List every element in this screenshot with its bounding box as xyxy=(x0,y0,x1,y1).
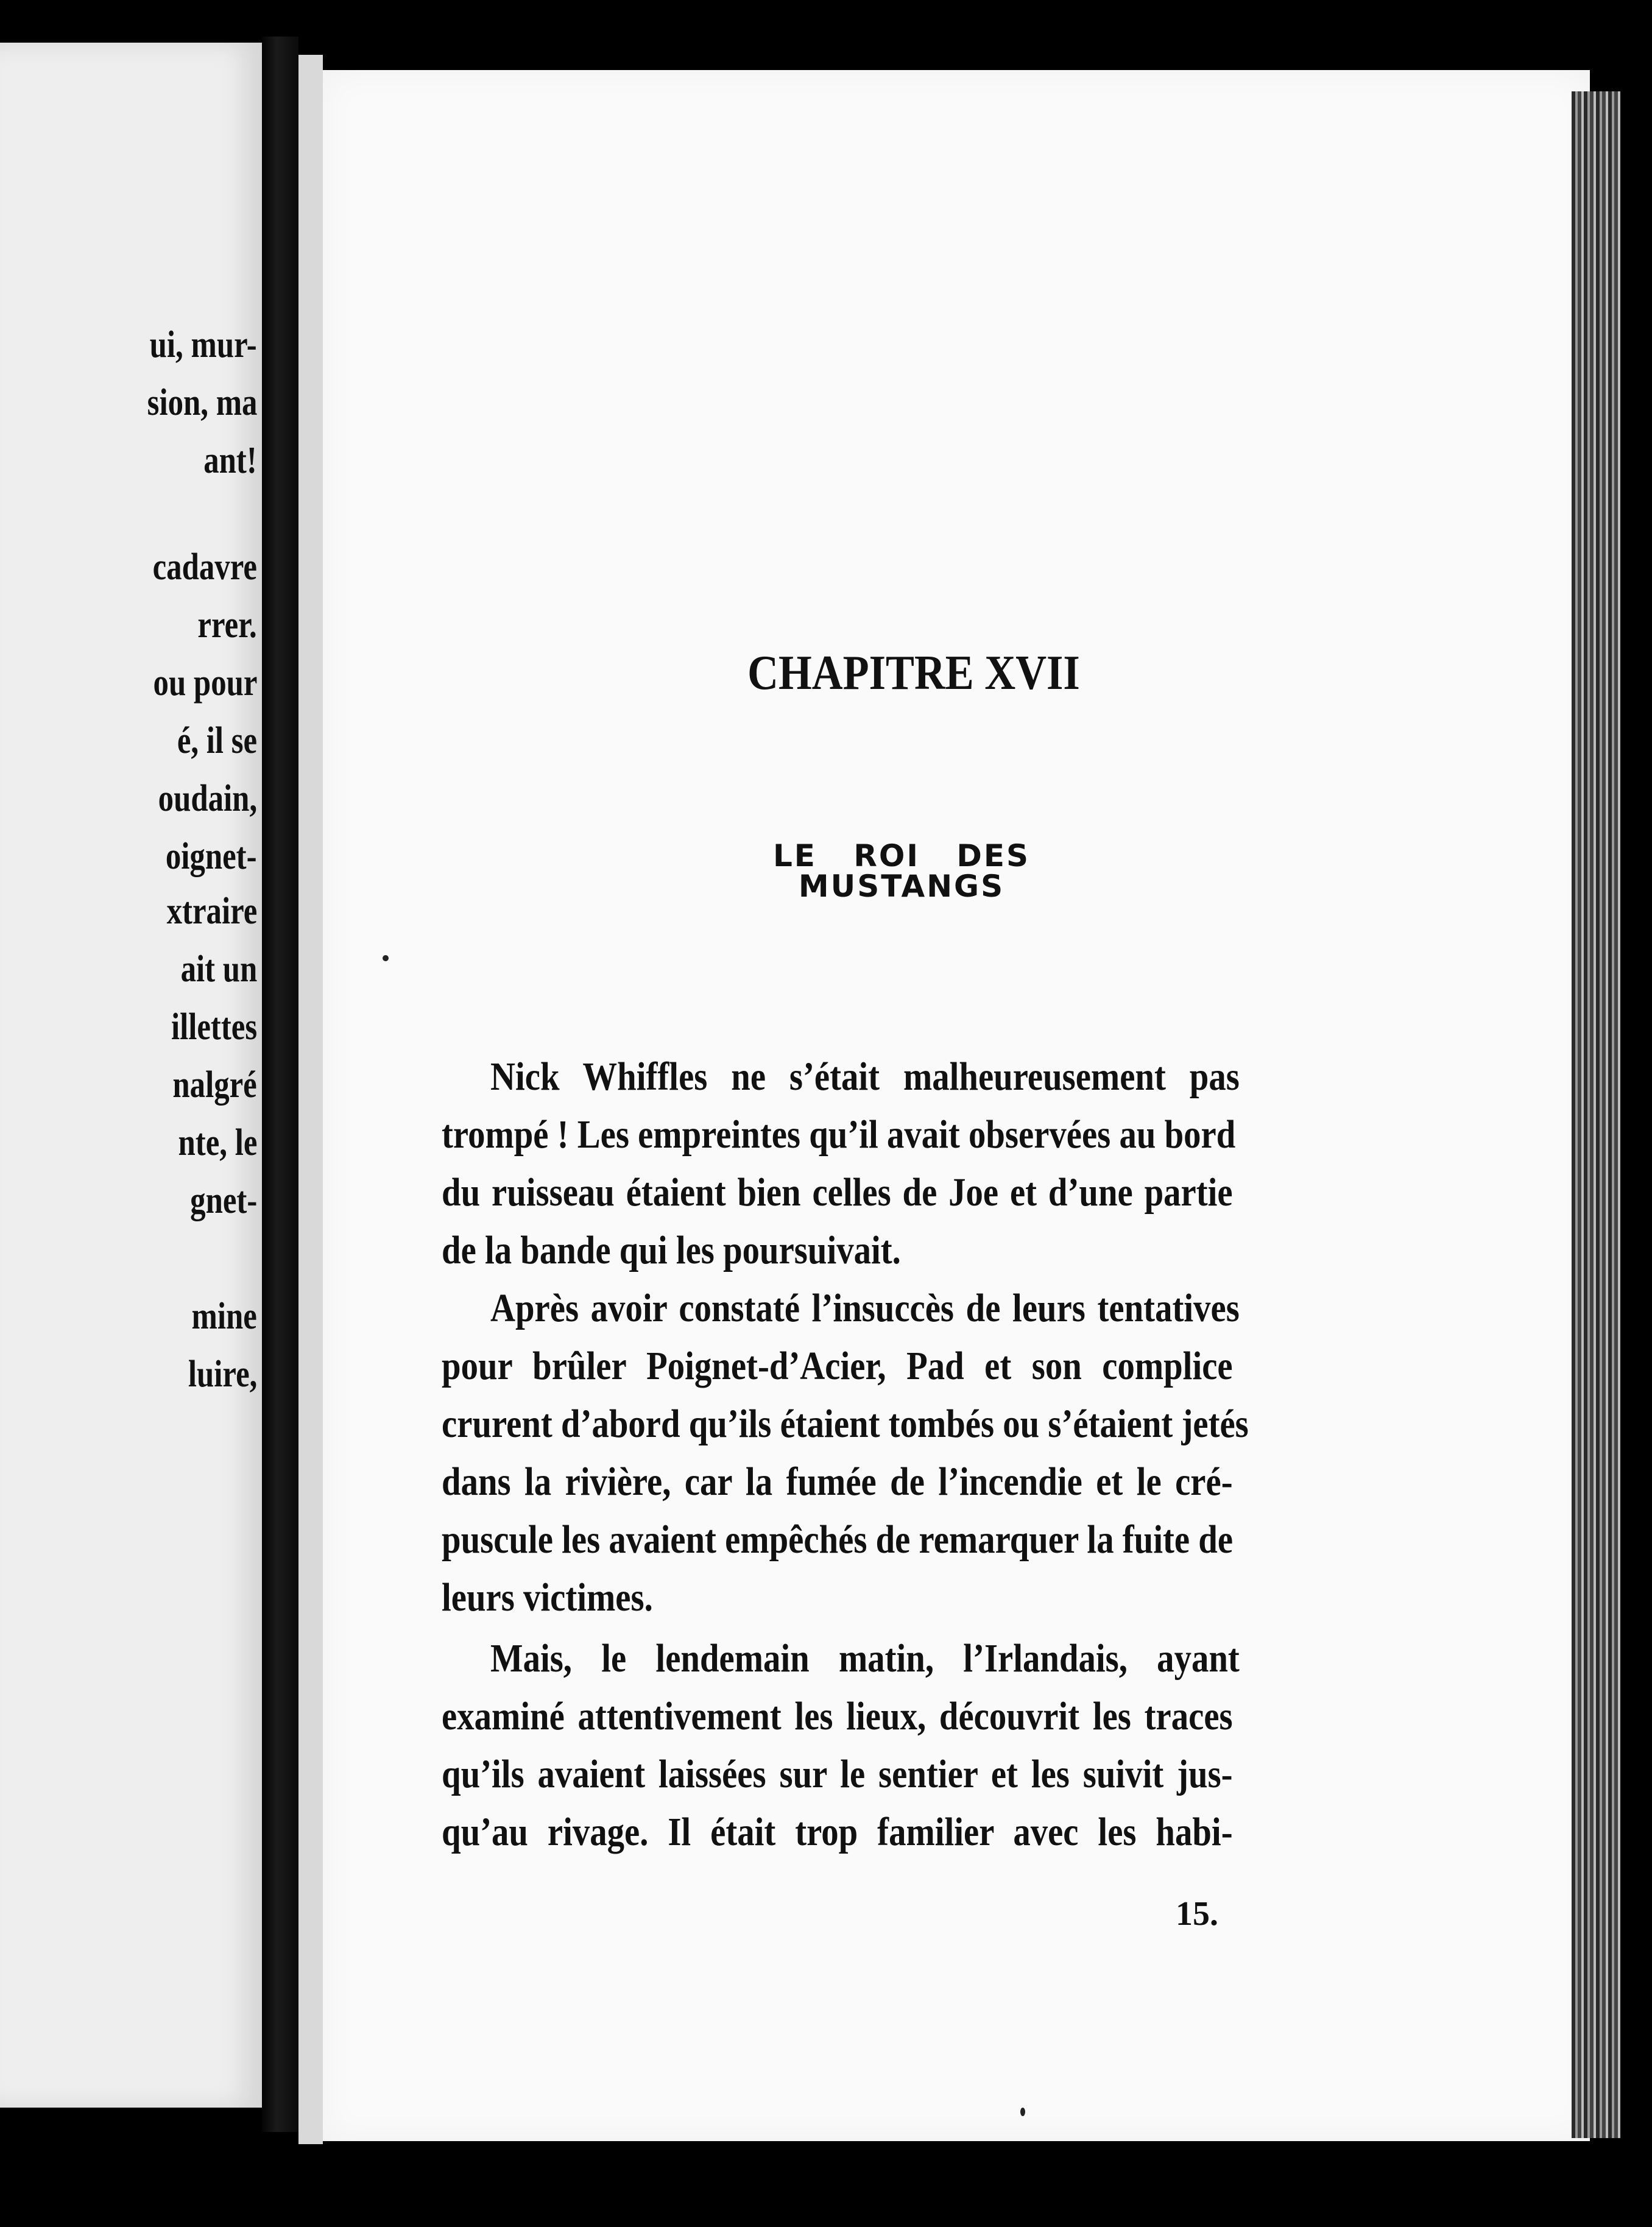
body-text-line: trompé ! Les empreintes qu’il avait observées au bord xyxy=(442,1112,1236,1157)
page-number: 15. xyxy=(1176,1895,1218,1933)
left-page-line: mine xyxy=(191,1296,257,1337)
left-page-line: oignet- xyxy=(166,836,257,877)
ink-speck xyxy=(383,955,389,961)
body-text-line: crurent d’abord qu’ils étaient tombés ou s’étaient jetés xyxy=(442,1402,1249,1446)
body-text-line: pour brûler Poignet-d’Acier, Pad et son complice xyxy=(442,1344,1233,1388)
body-text-line: Après avoir constaté l’insuccès de leurs tentatives xyxy=(490,1286,1240,1330)
body-text-line: leurs victimes. xyxy=(442,1575,653,1620)
left-page-line: oudain, xyxy=(158,778,257,819)
body-text-line: qu’ils avaient laissées sur le sentier et les suivit jus- xyxy=(442,1752,1233,1796)
left-page-line: gnet- xyxy=(189,1180,257,1221)
left-page-line: é, il se xyxy=(177,720,257,761)
left-page-line: ou pour xyxy=(153,662,257,704)
left-page-line: xtraire xyxy=(166,891,257,932)
body-text-line: du ruisseau étaient bien celles de Joe et d’une partie xyxy=(442,1170,1233,1215)
left-page-line: ui, mur- xyxy=(149,324,257,365)
left-page-line: sion, ma xyxy=(147,382,257,423)
left-page-line: rrer. xyxy=(197,604,257,646)
body-text-line: examiné attentivement les lieux, découvrit les traces xyxy=(442,1694,1233,1738)
left-page-line: cadavre xyxy=(152,546,257,588)
left-page-line: luire, xyxy=(188,1353,257,1395)
left-page-line: ant! xyxy=(203,440,257,481)
chapter-title: CHAPITRE XVII xyxy=(747,646,1080,700)
body-text-line: Mais, le lendemain matin, l’Irlandais, ayant xyxy=(490,1636,1240,1681)
chapter-subtitle: LE ROI DES MUSTANGS xyxy=(772,838,1031,904)
left-page-line: nte, le xyxy=(178,1122,257,1163)
body-text-line: qu’au rivage. Il était trop familier avec les habi- xyxy=(442,1810,1233,1854)
left-page-line: ait un xyxy=(180,948,257,990)
body-text-line: dans la rivière, car la fumée de l’incendie et le cré- xyxy=(442,1459,1233,1504)
ink-speck xyxy=(1020,2108,1025,2116)
body-text-line: de la bande qui les poursuivait. xyxy=(442,1228,901,1272)
body-text-line: puscule les avaient empêchés de remarquer la fuite de xyxy=(442,1517,1234,1562)
book-gutter xyxy=(262,37,298,2132)
body-text-line: Nick Whiffles ne s’était malheureusement pas xyxy=(490,1054,1240,1099)
left-page-line: nalgré xyxy=(172,1064,257,1106)
gutter-page-edge xyxy=(298,55,323,2144)
left-page-fragment xyxy=(0,43,262,2108)
left-page-line: illettes xyxy=(171,1006,257,1048)
page-stack-edge xyxy=(1572,91,1620,2138)
